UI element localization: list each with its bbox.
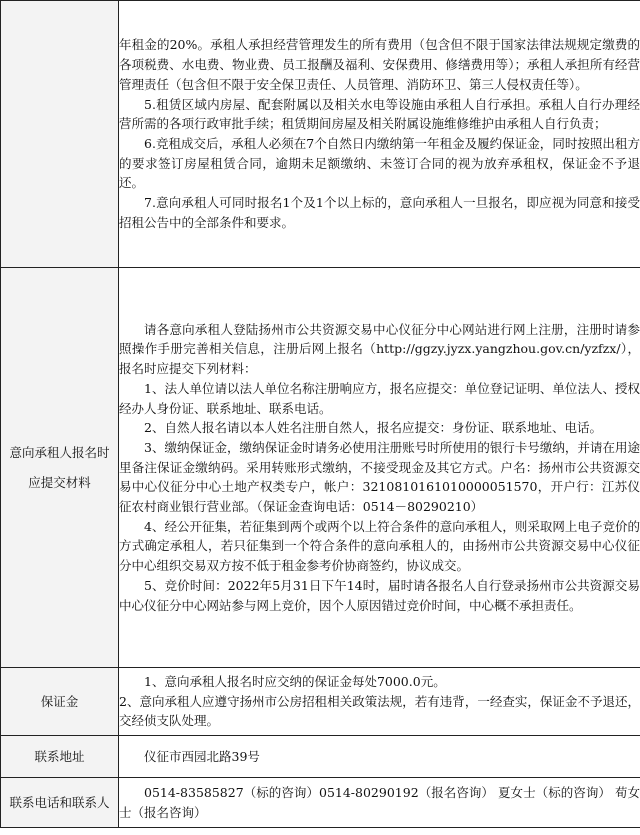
registration-materials-label: 应提交材料	[28, 474, 91, 490]
rental-terms-row	[1, 1, 640, 268]
contacts-row	[1, 778, 640, 828]
deposit-paragraph: 1、意向承租人报名时应交纳的保证金每处7000.0元。	[144, 673, 446, 689]
rental-terms-label-cell	[1, 1, 119, 268]
rental-terms-paragraph: 7.意向承租人可同时报名1个及1个以上标的，意向承租人一旦报名，即应视为同意和接受招租公告中的全部条件和要求。	[119, 195, 640, 230]
rental-terms-paragraph: 6.竞租成交后，承租人必须在7个自然日内缴纳第一年租金及履约保证金，同时按照出租方的要求签订房屋租赁合同，逾期未足额缴纳、未签订合同的视为放弃承租权，保证金不予退还。	[119, 136, 640, 191]
contacts-paragraph: 0514-83585827（标的咨询）0514-80290192（报名咨询） 夏女士（标的咨询） 荀女士（报名咨询）	[119, 784, 640, 820]
registration-paragraph: 5、竞价时间：2022年5月31日下午14时，届时请各报名人自行登录扬州市公共资源交易中心仪征分中心网站参与网上竞价，因个人原因错过竞价时间，中心概不承担责任。	[119, 577, 640, 613]
registration-paragraph: 2、自然人报名请以本人姓名注册自然人，报名应提交：身份证、联系地址、电话。	[144, 420, 602, 436]
address-label-cell	[1, 736, 119, 778]
address-paragraph: 仪征市西园北路39号	[144, 748, 260, 764]
contacts-label: 联系电话和联系人	[9, 794, 110, 810]
deposit-paragraph: 2、意向承租人应遵守扬州市公房招租相关政策法规，若有违背，一经查实，保证金不予退还，交经侦支队处理。	[119, 693, 640, 729]
contacts-content	[119, 778, 640, 828]
registration-materials-row	[1, 268, 640, 668]
address-label: 联系地址	[34, 748, 85, 764]
registration-paragraph: 4、经公开征集，若征集到两个或两个以上符合条件的意向承租人，则采取网上电子竞价的方式确定承租人，若只征集到一个符合条件的意向承租人的，由扬州市公共资源交易中心仪征分中心组织交易双方按不低于租金参考价协商签约，协议成交。	[119, 518, 640, 574]
deposit-label-cell	[1, 668, 119, 736]
registration-paragraph: 请各意向承租人登陆扬州市公共资源交易中心仪征分中心网站进行网上注册，注册时请参照操作手册完善相关信息，注册后网上报名（http://ggzy.jyzx.yangzhou.gov.cn/yzfzx/），报名时应提交下列材料：	[119, 321, 640, 377]
address-content	[119, 736, 640, 778]
contacts-label-cell	[1, 778, 119, 828]
registration-materials-content	[119, 268, 640, 668]
registration-paragraph: 3、缴纳保证金，缴纳保证金时请务必使用注册账号时所使用的银行卡号缴纳，并请在用途里备注保证金缴纳码。采用转账形式缴纳，不接受现金及其它方式。户名：扬州市公共资源交易中心仪征分中心土地产权类专户，帐户：3210810161010000051570，开户行：江苏仪征农村商业银行营业部。（保证金查询电话：0514－80290210）	[119, 439, 640, 515]
rental-terms-paragraph: 年租金的20%。承租人承担经营管理发生的所有费用（包含但不限于国家法律法规规定缴费的各项税费、水电费、物业费、员工报酬及福利、安保费用、修缮费用等）；承租人承担所有经营管理责任（包含但不限于安全保卫责任、人员管理、消防环卫、第三人侵权责任等）。	[119, 37, 640, 92]
deposit-label: 保证金	[40, 693, 79, 709]
registration-materials-label: 意向承租人报名时	[9, 444, 110, 460]
deposit-row	[1, 668, 640, 736]
registration-materials-label-cell	[1, 268, 119, 668]
rental-terms-paragraph: 5.租赁区域内房屋、配套附属以及相关水电等设施由承租人自行承担。承租人自行办理经营所需的各项行政审批手续；租赁期间房屋及相关附属设施维修维护由承租人自行负责；	[119, 96, 640, 132]
deposit-content	[119, 668, 640, 736]
rental-terms-content	[119, 1, 640, 268]
address-row	[1, 736, 640, 778]
registration-paragraph: 1、法人单位请以法人单位名称注册响应方，报名应提交：单位登记证明、单位法人、授权经办人身份证、联系地址、联系电话。	[119, 380, 640, 416]
